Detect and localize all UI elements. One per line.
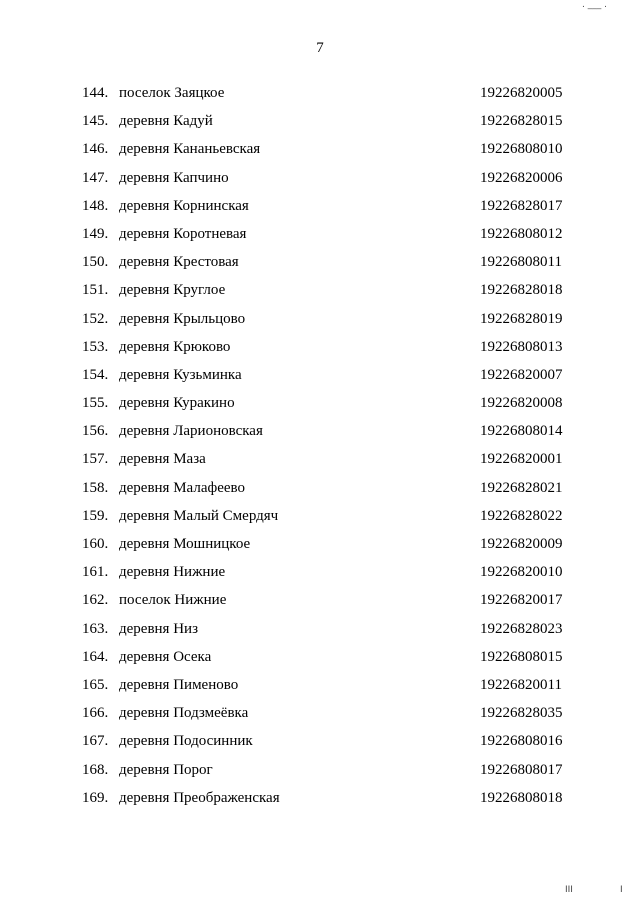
- settlement-name: поселок Заяцкое: [119, 85, 225, 101]
- oktmo-code: 19226820011: [480, 676, 562, 693]
- list-item: [0, 674, 640, 702]
- item-number: 149.: [82, 225, 109, 242]
- item-number: 166.: [82, 705, 109, 722]
- oktmo-code: 19226808013: [480, 338, 563, 355]
- item-number: 164.: [82, 648, 109, 665]
- oktmo-code: 19226828019: [480, 310, 563, 327]
- settlement-name: деревня Ларионовская: [119, 423, 263, 440]
- oktmo-code: 19226820007: [480, 366, 563, 383]
- item-number: 168.: [82, 761, 109, 778]
- settlement-name: деревня Куракино: [119, 395, 235, 412]
- oktmo-code: 19226828017: [480, 197, 563, 214]
- item-number: 154.: [82, 366, 109, 383]
- item-number: 150.: [82, 254, 109, 271]
- settlement-name: деревня Кузьминка: [119, 366, 242, 383]
- item-number: 148.: [82, 197, 109, 214]
- list-item: [0, 448, 640, 476]
- oktmo-code: 19226820008: [480, 395, 563, 412]
- corner-mark-top: . ___ .: [582, 0, 607, 10]
- settlement-name: деревня Круглое: [119, 282, 226, 299]
- item-number: 155.: [82, 395, 109, 412]
- oktmo-code: 19226808018: [480, 789, 563, 806]
- item-number: 153.: [82, 338, 109, 355]
- oktmo-code: 19226808014: [480, 423, 563, 440]
- settlement-name: деревня Маза: [119, 451, 206, 468]
- settlement-name: деревня Малафеево: [119, 479, 245, 496]
- list-item: [0, 759, 640, 787]
- list-item: [0, 110, 640, 138]
- list-item: [0, 251, 640, 279]
- settlement-name: деревня Крюково: [119, 338, 231, 355]
- settlement-name: деревня Крыльцово: [119, 310, 246, 327]
- settlement-name: деревня Кадуй: [119, 113, 213, 130]
- settlement-name: деревня Мошницкое: [119, 536, 251, 552]
- list-item: [0, 167, 640, 195]
- item-number: 151.: [82, 282, 109, 299]
- list-item: [0, 730, 640, 758]
- settlement-name: деревня Кананьевская: [119, 141, 261, 158]
- item-number: 165.: [82, 676, 109, 693]
- settlement-name: деревня Порог: [119, 761, 213, 778]
- list-item: [0, 308, 640, 336]
- list-item: [0, 420, 640, 448]
- oktmo-code: 19226808011: [480, 254, 562, 271]
- settlement-name: деревня Пименово: [119, 676, 239, 693]
- oktmo-code: 19226820009: [480, 536, 563, 552]
- settlement-name: деревня Осека: [119, 648, 212, 665]
- item-number: 147.: [82, 169, 109, 186]
- item-number: 157.: [82, 451, 109, 468]
- item-number: 160.: [82, 536, 109, 552]
- oktmo-code: 19226820017: [480, 592, 563, 609]
- list-item: [0, 195, 640, 223]
- oktmo-code: 19226828018: [480, 282, 563, 299]
- list-item: [0, 477, 640, 505]
- settlement-name: деревня Нижние: [119, 564, 226, 581]
- oktmo-code: 19226820010: [480, 564, 563, 581]
- list-item: [0, 533, 640, 561]
- list-item: [0, 336, 640, 364]
- list-item: [0, 279, 640, 307]
- oktmo-code: 19226820001: [480, 451, 563, 468]
- settlement-name: деревня Преображенская: [119, 789, 280, 806]
- list-item: [0, 618, 640, 646]
- item-number: 162.: [82, 592, 109, 609]
- item-number: 158.: [82, 479, 109, 496]
- item-number: 144.: [82, 85, 109, 101]
- list-item: [0, 82, 640, 110]
- oktmo-code: 19226808010: [480, 141, 563, 158]
- list-item: [0, 505, 640, 533]
- oktmo-code: 19226808015: [480, 648, 563, 665]
- list-item: [0, 589, 640, 617]
- settlement-name: деревня Корнинская: [119, 197, 249, 214]
- settlement-name: деревня Малый Смердяч: [119, 507, 279, 524]
- list-item: [0, 561, 640, 589]
- list-item: [0, 364, 640, 392]
- item-number: 169.: [82, 789, 109, 806]
- oktmo-code: 19226820005: [480, 85, 563, 101]
- oktmo-code: 19226828023: [480, 620, 563, 637]
- list-item: [0, 223, 640, 251]
- oktmo-code: 19226808012: [480, 225, 563, 242]
- list-item: [0, 787, 640, 815]
- page-number: 7: [316, 40, 324, 56]
- item-number: 145.: [82, 113, 109, 130]
- item-number: 159.: [82, 507, 109, 524]
- corner-mark-bottom-left: III: [565, 885, 573, 895]
- oktmo-code: 19226828022: [480, 507, 563, 524]
- list-item: [0, 392, 640, 420]
- list-item: [0, 702, 640, 730]
- settlement-list: [0, 82, 640, 815]
- item-number: 152.: [82, 310, 109, 327]
- oktmo-code: 19226828015: [480, 113, 563, 130]
- item-number: 161.: [82, 564, 109, 581]
- oktmo-code: 19226828021: [480, 479, 563, 496]
- settlement-name: деревня Коротневая: [119, 225, 247, 242]
- item-number: 167.: [82, 733, 109, 750]
- item-number: 146.: [82, 141, 109, 158]
- item-number: 156.: [82, 423, 109, 440]
- oktmo-code: 19226820006: [480, 169, 563, 186]
- oktmo-code: 19226808017: [480, 761, 563, 778]
- oktmo-code: 19226828035: [480, 705, 563, 722]
- list-item: [0, 138, 640, 166]
- item-number: 163.: [82, 620, 109, 637]
- list-item: [0, 646, 640, 674]
- corner-mark-bottom-right: I: [620, 885, 623, 895]
- settlement-name: деревня Подосинник: [119, 733, 253, 750]
- settlement-name: деревня Капчино: [119, 169, 229, 186]
- settlement-name: деревня Низ: [119, 620, 198, 637]
- settlement-name: поселок Нижние: [119, 592, 227, 609]
- oktmo-code: 19226808016: [480, 733, 563, 750]
- settlement-name: деревня Крестовая: [119, 254, 239, 271]
- settlement-name: деревня Подзмеёвка: [119, 705, 249, 722]
